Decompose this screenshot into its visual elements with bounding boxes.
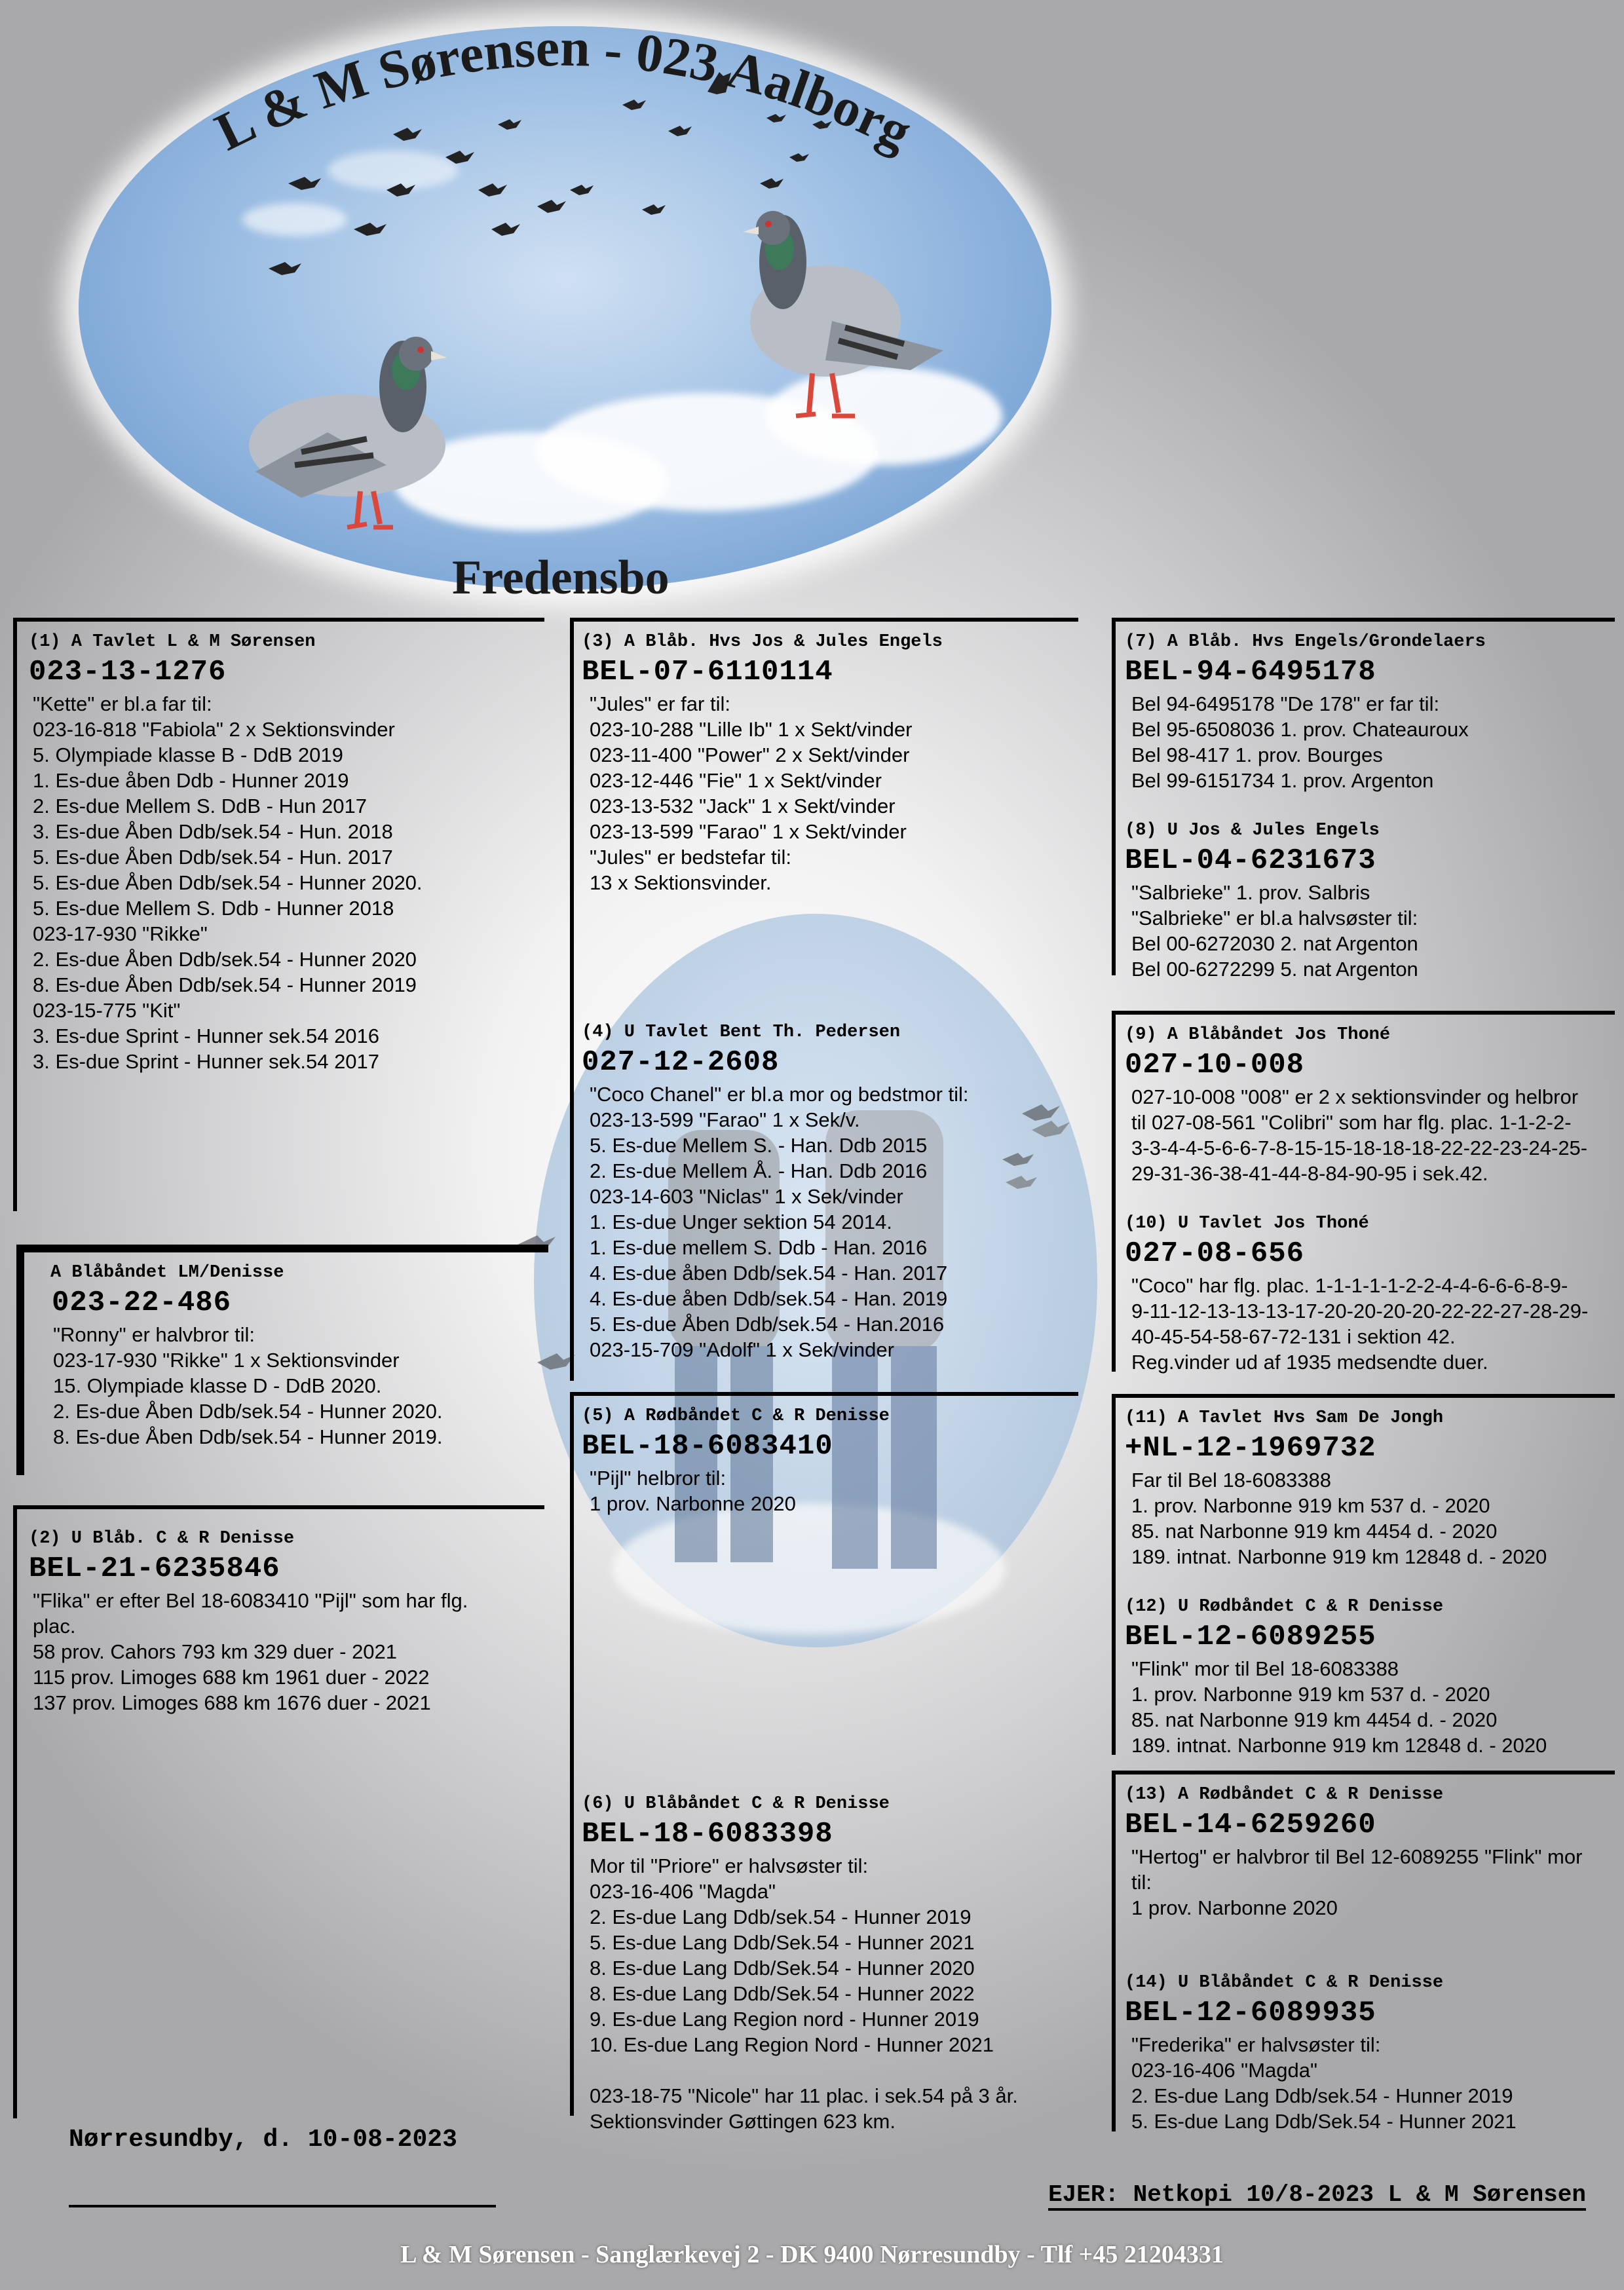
box-4-lines <box>574 1081 1078 1362</box>
box-7-lines <box>1116 691 1615 793</box>
box-11-header: (11) A Tavlet Hvs Sam De Jongh <box>1125 1408 1444 1428</box>
box-11-ring: +NL-12-1969732 <box>1125 1432 1376 1465</box>
pedigree-line: 40-45-54-58-67-72-131 i sektion 42. <box>1131 1325 1456 1348</box>
pedigree-line: 29-31-36-38-41-44-8-84-90-95 i sek.42. <box>1131 1162 1488 1185</box>
box-5-header: (5) A Rødbåndet C & R Denisse <box>582 1406 890 1426</box>
address-line: L & M Sørensen - Sanglærkevej 2 - DK 9400 Nørresundby - Tlf +45 21204331 <box>400 2241 1224 2268</box>
pedigree-box-1 <box>13 618 544 1211</box>
box-4-header: (4) U Tavlet Bent Th. Pedersen <box>582 1023 901 1042</box>
box-1-lines <box>17 691 544 1074</box>
pedigree-line: 5. Es-due Lang Ddb/Sek.54 - Hunner 2021 <box>590 1931 975 1954</box>
pedigree-line: 1 prov. Narbonne 2020 <box>1131 1896 1338 1919</box>
pedigree-line: 1. Es-due Unger sektion 54 2014. <box>590 1211 892 1233</box>
box-13-lines <box>1116 1844 1615 1921</box>
pedigree-line: 2. Es-due Åben Ddb/sek.54 - Hunner 2020 <box>33 948 417 971</box>
pedigree-line: 1 prov. Narbonne 2020 <box>590 1492 796 1515</box>
pedigree-box-3 <box>570 618 1078 1015</box>
pedigree-line: 023-13-599 "Farao" 1 x Sekt/vinder <box>590 820 907 843</box>
box-9-ring: 027-10-008 <box>1125 1049 1305 1081</box>
pedigree-line: 1. Es-due mellem S. Ddb - Han. 2016 <box>590 1236 928 1259</box>
pedigree-line: 023-16-818 "Fabiola" 2 x Sektionsvinder <box>33 718 395 741</box>
pedigree-line: 189. intnat. Narbonne 919 km 12848 d. - 2020 <box>1131 1734 1547 1757</box>
box-5-ring: BEL-18-6083410 <box>582 1430 833 1463</box>
box-6-lines <box>574 1853 1078 2134</box>
pedigree-line: 027-10-008 "008" er 2 x sektionsvinder og helbror <box>1131 1085 1579 1108</box>
pedigree-line: 023-16-406 "Magda" <box>1131 2059 1317 2082</box>
box-5-lines <box>574 1465 1078 1516</box>
pedigree-line: Sektionsvinder Gøttingen 623 km. <box>590 2110 896 2133</box>
pedigree-line: 5. Es-due Mellem S. - Han. Ddb 2015 <box>590 1134 928 1157</box>
box-9-header: (9) A Blåbåndet Jos Thoné <box>1125 1025 1391 1045</box>
box-8-header: (8) U Jos & Jules Engels <box>1125 821 1380 840</box>
box-13-header: (13) A Rødbåndet C & R Denisse <box>1125 1785 1444 1805</box>
header-title-art <box>0 0 1624 629</box>
box-10-header: (10) U Tavlet Jos Thoné <box>1125 1214 1369 1233</box>
owner-line: EJER: Netkopi 10/8-2023 L & M Sørensen <box>1048 2181 1586 2211</box>
pedigree-line: 5. Es-due Åben Ddb/sek.54 - Hun. 2017 <box>33 846 393 869</box>
pedigree-line: 023-13-599 "Farao" 1 x Sek/v. <box>590 1108 860 1131</box>
pedigree-line: "Coco Chanel" er bl.a mor og bedstmor til: <box>590 1083 969 1106</box>
pedigree-line: "Salbrieke" er bl.a halvsøster til: <box>1131 907 1418 929</box>
pedigree-line: "Jules" er bedstefar til: <box>590 846 792 869</box>
header-title: L & M Sørensen - 023 Aalborg <box>206 17 921 162</box>
pedigree-line: 5. Es-due Lang Ddb/Sek.54 - Hunner 2021 <box>1131 2110 1517 2133</box>
pedigree-line: 2. Es-due Mellem S. DdB - Hun 2017 <box>33 795 368 817</box>
box-8-lines <box>1116 880 1615 982</box>
pedigree-line: 15. Olympiade klasse D - DdB 2020. <box>53 1374 382 1397</box>
pedigree-line: 8. Es-due Lang Ddb/Sek.54 - Hunner 2020 <box>590 1957 975 1980</box>
box-7-ring: BEL-94-6495178 <box>1125 656 1376 688</box>
pedigree-box-6 <box>570 1759 1078 2133</box>
pedigree-line: "Frederika" er halvsøster til: <box>1131 2033 1381 2056</box>
pedigree-line: 85. nat Narbonne 919 km 4454 d. - 2020 <box>1131 1520 1498 1543</box>
pedigree-line: 3-3-4-4-5-6-6-7-8-15-15-18-18-18-22-22-23-24-25- <box>1131 1136 1588 1159</box>
pedigree-line: 023-14-603 "Niclas" 1 x Sek/vinder <box>590 1185 903 1208</box>
box-sibling-header: A Blåbåndet LM/Denisse <box>50 1263 284 1283</box>
box-13-ring: BEL-14-6259260 <box>1125 1809 1376 1841</box>
pedigree-line: 3. Es-due Åben Ddb/sek.54 - Hun. 2018 <box>33 820 393 843</box>
box-3-lines <box>574 691 1078 895</box>
pedigree-line: 3. Es-due Sprint - Hunner sek.54 2017 <box>33 1050 380 1073</box>
pedigree-box-11 <box>1112 1394 1615 1755</box>
issue-date: Nørresundby, d. 10-08-2023 <box>69 2126 457 2154</box>
box-6-header: (6) U Blåbåndet C & R Denisse <box>582 1794 890 1814</box>
pedigree-line: 4. Es-due åben Ddb/sek.54 - Han. 2019 <box>590 1287 948 1310</box>
pedigree-line: 023-17-930 "Rikke" 1 x Sektionsvinder <box>53 1349 400 1372</box>
pedigree-box-sibling <box>16 1245 548 1475</box>
box-6-ring: BEL-18-6083398 <box>582 1818 833 1850</box>
box-3-ring: BEL-07-6110114 <box>582 656 833 688</box>
box-10-ring: 027-08-656 <box>1125 1237 1305 1270</box>
pedigree-line: plac. <box>33 1615 76 1638</box>
box-10-lines <box>1116 1273 1615 1375</box>
pedigree-line: 137 prov. Limoges 688 km 1676 duer - 2021 <box>33 1691 431 1714</box>
pedigree-line: 5. Es-due Åben Ddb/sek.54 - Han.2016 <box>590 1313 945 1336</box>
pedigree-line: 023-16-406 "Magda" <box>590 1880 776 1903</box>
pedigree-line: 2. Es-due Lang Ddb/sek.54 - Hunner 2019 <box>1131 2084 1513 2107</box>
pedigree-line: 3. Es-due Sprint - Hunner sek.54 2016 <box>33 1024 380 1047</box>
pedigree-line: Reg.vinder ud af 1935 medsendte duer. <box>1131 1351 1488 1374</box>
pedigree-box-7 <box>1112 618 1615 981</box>
pedigree-line: 9-11-12-13-13-13-17-20-20-20-20-22-22-27-28-29- <box>1131 1300 1589 1323</box>
pedigree-line: 85. nat Narbonne 919 km 4454 d. - 2020 <box>1131 1708 1498 1731</box>
pedigree-line: 2. Es-due Mellem Å. - Han. Ddb 2016 <box>590 1159 928 1182</box>
pedigree-line: 13 x Sektionsvinder. <box>590 871 772 894</box>
box-12-ring: BEL-12-6089255 <box>1125 1621 1376 1653</box>
box-sibling-lines <box>37 1322 548 1450</box>
box-4-ring: 027-12-2608 <box>582 1046 780 1079</box>
pedigree-box-5 <box>570 1392 1078 1763</box>
pedigree-line: 1. prov. Narbonne 919 km 537 d. - 2020 <box>1131 1683 1490 1706</box>
pedigree-line: "Ronny" er halvbror til: <box>53 1323 255 1346</box>
pedigree-line: "Salbrieke" 1. prov. Salbris <box>1131 881 1370 904</box>
box-2-ring: BEL-21-6235846 <box>29 1552 280 1585</box>
pedigree-line: Mor til "Priore" er halvsøster til: <box>590 1854 869 1877</box>
pedigree-line: Bel 99-6151734 1. prov. Argenton <box>1131 769 1434 792</box>
pedigree-line: "Kette" er bl.a far til: <box>33 692 212 715</box>
pedigree-line: Bel 94-6495178 "De 178" er far til: <box>1131 692 1440 715</box>
pedigree-line: Bel 00-6272299 5. nat Argenton <box>1131 958 1418 981</box>
pedigree-line: 023-15-775 "Kit" <box>33 999 181 1022</box>
box-1-header: (1) A Tavlet L & M Sørensen <box>29 632 316 652</box>
pedigree-line: 5. Es-due Åben Ddb/sek.54 - Hunner 2020. <box>33 871 423 894</box>
pedigree-box-9 <box>1112 1011 1615 1372</box>
box-7-header: (7) A Blåb. Hvs Engels/Grondelaers <box>1125 632 1486 652</box>
box-11-lines <box>1116 1467 1615 1569</box>
pedigree-box-2 <box>13 1505 544 2118</box>
box-1-ring: 023-13-1276 <box>29 656 227 688</box>
pedigree-line: 023-15-709 "Adolf" 1 x Sek/vinder <box>590 1338 894 1361</box>
pedigree-line: 1. Es-due åben Ddb - Hunner 2019 <box>33 769 349 792</box>
pedigree-line: Bel 98-417 1. prov. Bourges <box>1131 743 1383 766</box>
loft-name: Fredensbo <box>452 551 670 605</box>
pedigree-line: "Flink" mor til Bel 18-6083388 <box>1131 1657 1399 1680</box>
pedigree-line: "Coco" har flg. plac. 1-1-1-1-1-2-2-4-4-6-6-6-8-9- <box>1131 1274 1568 1297</box>
pedigree-line: 023-10-288 "Lille Ib" 1 x Sekt/vinder <box>590 718 913 741</box>
box-sibling-ring: 023-22-486 <box>52 1286 232 1319</box>
pedigree-line: 1. prov. Narbonne 919 km 537 d. - 2020 <box>1131 1494 1490 1517</box>
pedigree-line: 023-18-75 "Nicole" har 11 plac. i sek.54 på 3 år. <box>590 2084 1018 2107</box>
pedigree-line: 8. Es-due Åben Ddb/sek.54 - Hunner 2019 <box>33 973 417 996</box>
pedigree-line: Far til Bel 18-6083388 <box>1131 1469 1332 1492</box>
pedigree-line: til: <box>1131 1871 1152 1894</box>
box-14-ring: BEL-12-6089935 <box>1125 1997 1376 2029</box>
box-8-ring: BEL-04-6231673 <box>1125 844 1376 877</box>
box-9-lines <box>1116 1084 1615 1186</box>
pedigree-line: 2. Es-due Lang Ddb/sek.54 - Hunner 2019 <box>590 1905 972 1928</box>
pedigree-line: 8. Es-due Lang Ddb/Sek.54 - Hunner 2022 <box>590 1982 975 2005</box>
pedigree-line: 023-13-532 "Jack" 1 x Sekt/vinder <box>590 795 896 817</box>
pedigree-line: 023-17-930 "Rikke" <box>33 922 208 945</box>
pedigree-line: 2. Es-due Åben Ddb/sek.54 - Hunner 2020. <box>53 1400 443 1423</box>
pedigree-line: 4. Es-due åben Ddb/sek.54 - Han. 2017 <box>590 1262 948 1285</box>
pedigree-line: 8. Es-due Åben Ddb/sek.54 - Hunner 2019. <box>53 1425 443 1448</box>
pedigree-line: 5. Es-due Mellem S. Ddb - Hunner 2018 <box>33 897 394 920</box>
box-14-lines <box>1116 2032 1615 2134</box>
pedigree-box-13 <box>1112 1771 1615 2131</box>
pedigree-line: "Pijl" helbror til: <box>590 1467 727 1490</box>
pedigree-line: 023-12-446 "Fie" 1 x Sekt/vinder <box>590 769 882 792</box>
pedigree-line: 58 prov. Cahors 793 km 329 duer - 2021 <box>33 1640 398 1663</box>
pedigree-line: 023-11-400 "Power" 2 x Sekt/vinder <box>590 743 910 766</box>
pedigree-line: 189. intnat. Narbonne 919 km 12848 d. - 2020 <box>1131 1545 1547 1568</box>
pedigree-line: Bel 00-6272030 2. nat Argenton <box>1131 932 1418 955</box>
pedigree-line: 10. Es-due Lang Region Nord - Hunner 2021 <box>590 2033 994 2056</box>
pedigree-line: Bel 95-6508036 1. prov. Chateauroux <box>1131 718 1469 741</box>
pedigree-line: 9. Es-due Lang Region nord - Hunner 2019 <box>590 2008 979 2031</box>
box-3-header: (3) A Blåb. Hvs Jos & Jules Engels <box>582 632 943 652</box>
pedigree-line: til 027-08-561 "Colibri" som har flg. plac. 1-1-2-2- <box>1131 1111 1572 1134</box>
pedigree-box-4 <box>570 1011 1078 1381</box>
pedigree-line: "Jules" er far til: <box>590 692 730 715</box>
pedigree-line: 5. Olympiade klasse B - DdB 2019 <box>33 743 343 766</box>
box-2-lines <box>17 1588 544 1716</box>
signature-line <box>69 2205 496 2207</box>
pedigree-line <box>590 2057 1078 2083</box>
pedigree-line: 115 prov. Limoges 688 km 1961 duer - 2022 <box>33 1666 430 1689</box>
box-12-lines <box>1116 1656 1615 1758</box>
box-2-header: (2) U Blåb. C & R Denisse <box>29 1529 295 1549</box>
pedigree-line: "Flika" er efter Bel 18-6083410 "Pijl" som har flg. <box>33 1589 468 1612</box>
pedigree-line: "Hertog" er halvbror til Bel 12-6089255 "Flink" mor <box>1131 1845 1583 1868</box>
box-12-header: (12) U Rødbåndet C & R Denisse <box>1125 1597 1444 1617</box>
box-14-header: (14) U Blåbåndet C & R Denisse <box>1125 1973 1444 1993</box>
